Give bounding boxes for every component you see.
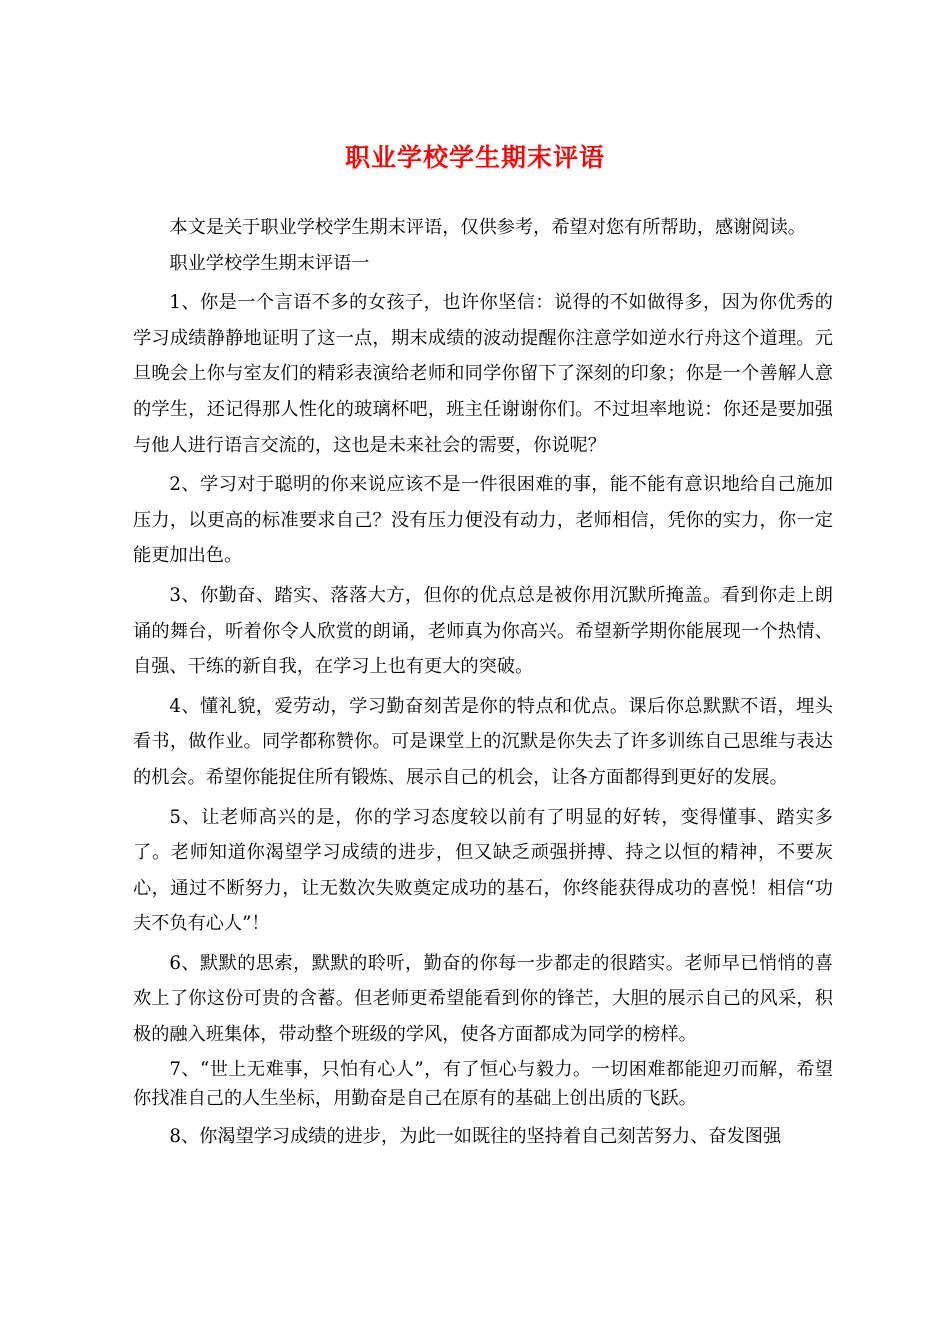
comment-paragraph-7: 7、“世上无难事，只怕有心人”，有了恒心与毅力。一切困难都能迎刃而解，希望你找准自己的人生坐标，用勤奋是自己在原有的基础上创出质的飞跃。 xyxy=(133,1058,833,1109)
intro-paragraph: 本文是关于职业学校学生期末评语，仅供参考，希望对您有所帮助，感谢阅读。 xyxy=(169,217,806,238)
comment-paragraph-4: 4、懂礼貌，爱劳动，学习勤奋刻苦是你的特点和优点。课后你总默默不语，埋头看书，做作业。同学都称赞你。可是课堂上的沉默是你失去了许多训练自己思维与表达的机会。希望你能捉住所有锻炼、展示自己的机会，让各方面都得到更好的发展。 xyxy=(133,695,833,788)
comment-paragraph-2: 2、学习对于聪明的你来说应该不是一件很困难的事，能不能有意识地给自己施加压力，以更高的标准要求自己？没有压力便没有动力，老师相信，凭你的实力，你一定能更加出色。 xyxy=(133,474,833,567)
comment-paragraph-1: 1、你是一个言语不多的女孩子，也许你坚信：说得的不如做得多，因为你优秀的学习成绩静静地证明了这一点，期末成绩的波动提醒你注意学如逆水行舟这个道理。元旦晚会上你与室友们的精彩表演给老师和同学你留下了深刻的印象；你是一个善解人意的学生，还记得那人性化的玻璃杯吧，班主任谢谢你们。不过坦率地说：你还是要加强与他人进行语言交流的，这也是未来社会的需要，你说呢？ xyxy=(133,292,833,456)
comment-paragraph-8: 8、你渴望学习成绩的进步，为此一如既往的坚持着自己刻苦努力、奋发图强 xyxy=(169,1125,782,1147)
document-title: 职业学校学生期末评语 xyxy=(344,143,605,172)
section-subtitle: 职业学校学生期末评语一 xyxy=(169,252,370,274)
comment-paragraph-5: 5、让老师高兴的是，你的学习态度较以前有了明显的好转，变得懂事、踏实多了。老师知道你渴望学习成绩的进步，但又缺乏顽强拼搏、持之以恒的精神，不要灰心，通过不断努力，让无数次失败奠定成功的基石，你终能获得成功的喜悦！相信“功夫不负有心人”！ xyxy=(133,806,833,935)
comment-paragraph-6: 6、默默的思索，默默的聆听，勤奋的你每一步都走的很踏实。老师早已悄悄的喜欢上了你这份可贵的含蓄。但老师更希望能看到你的锋芒，大胆的展示自己的风采，积极的融入班集体，带动整个班级的学风，使各方面都成为同学的榜样。 xyxy=(133,952,833,1046)
document-body xyxy=(133,210,833,1154)
comment-paragraph-3: 3、你勤奋、踏实、落落大方，但你的优点总是被你用沉默所掩盖。看到你走上朗诵的舞台，听着你令人欣赏的朗诵，老师真为你高兴。希望新学期你能展现一个热情、自强、干练的新自我，在学习上也有更大的突破。 xyxy=(133,584,833,678)
